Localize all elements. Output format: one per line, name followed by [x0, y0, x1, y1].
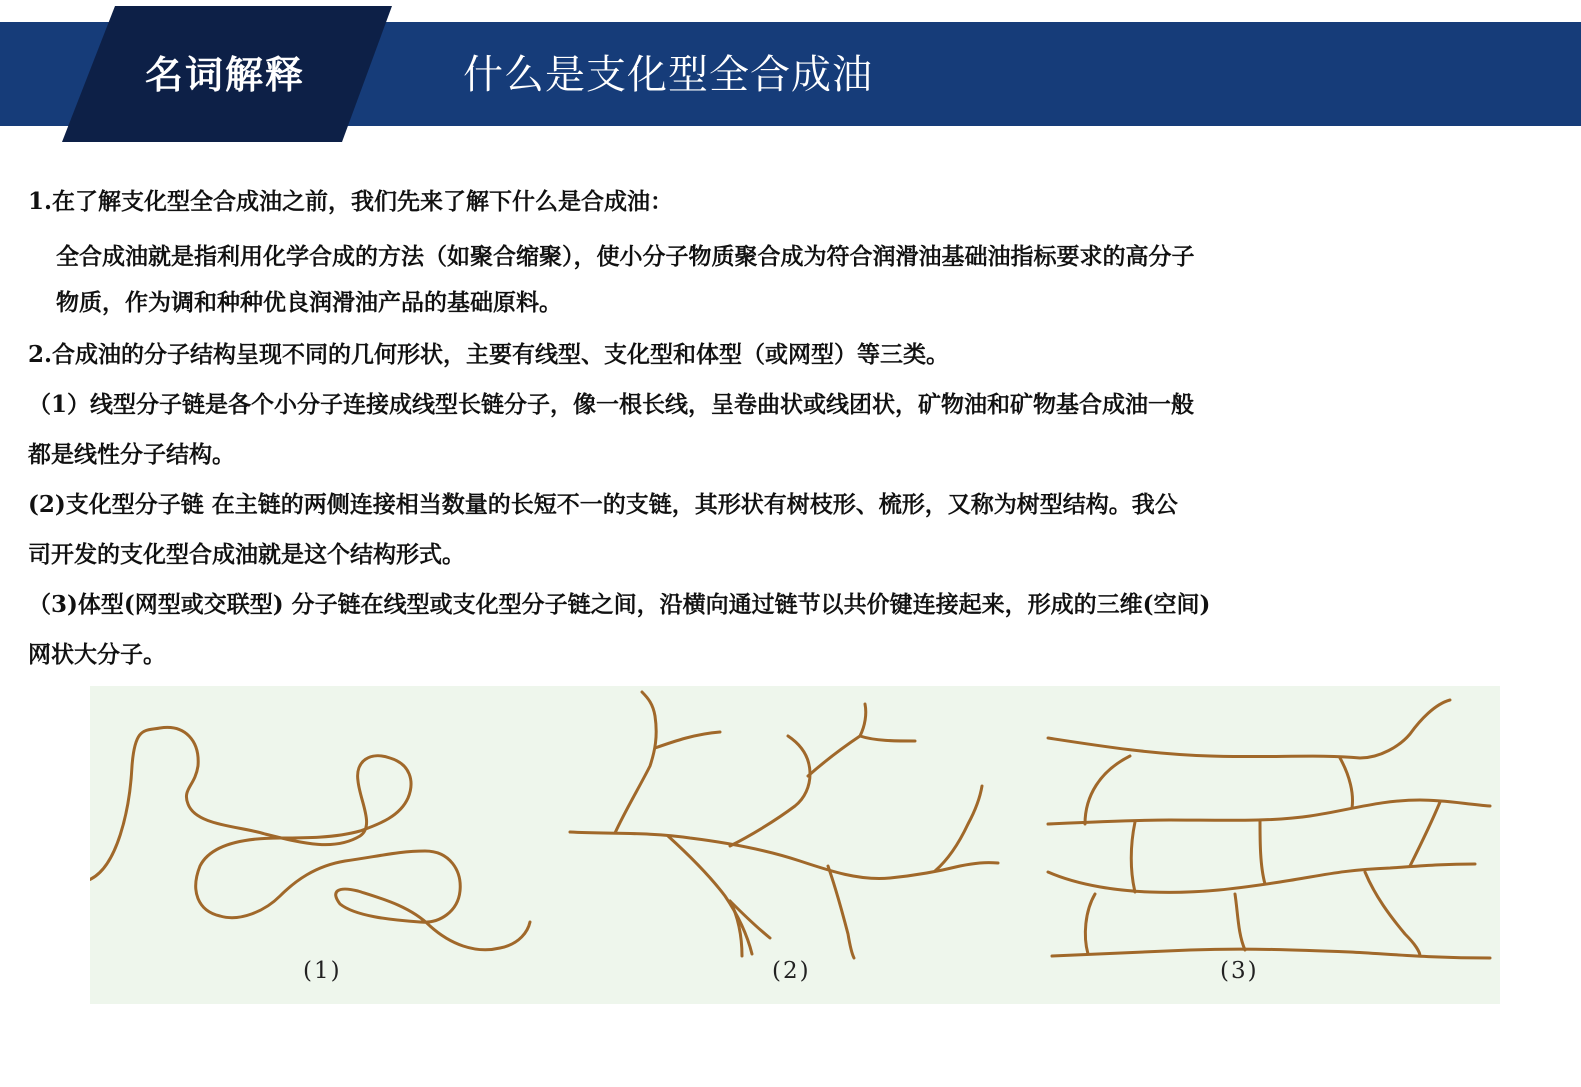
structure-diagrams	[90, 686, 1500, 1004]
page-title: 什么是支化型全合成油	[463, 52, 873, 98]
network-diagram	[1048, 700, 1490, 958]
figure-label: (1)	[303, 958, 342, 984]
molecular-structure-figure	[90, 686, 1500, 1004]
text-line: 司开发的支化型合成油就是这个结构形式。	[28, 541, 465, 568]
text-line: （1）线型分子链是各个小分子连接成线型长链分子，像一根长线，呈卷曲状或线团状，矿物油和矿物基合成油一般	[28, 391, 1195, 418]
text-line: 物质，作为调和种种优良润滑油产品的基础原料。	[56, 289, 562, 316]
linear-chain-diagram	[90, 727, 530, 949]
text-line: 全合成油就是指利用化学合成的方法（如聚合缩聚），使小分子物质聚合成为符合润滑油基础油指标要求的高分子	[56, 243, 1195, 270]
text-line: （3)体型(网型或交联型) 分子链在线型或支化型分子链之间，沿横向通过链节以共价键连接起来，形成的三维(空间)	[28, 591, 1211, 618]
figure-label: (2)	[772, 958, 811, 984]
text-line: 网状大分子。	[28, 641, 166, 668]
branched-chain-diagram	[570, 692, 998, 958]
text-line: (2)支化型分子链 在主链的两侧连接相当数量的长短不一的支链，其形状有树枝形、梳形，又称为树型结构。我公	[28, 491, 1178, 518]
text-line: 都是线性分子结构。	[28, 441, 235, 468]
figure-label: (3)	[1220, 958, 1259, 984]
header-tab-label: 名词解释	[145, 53, 306, 97]
text-line: 1.在了解支化型全合成油之前，我们先来了解下什么是合成油：	[28, 188, 674, 215]
text-line: 2.合成油的分子结构呈现不同的几何形状，主要有线型、支化型和体型（或网型）等三类。	[28, 341, 950, 368]
